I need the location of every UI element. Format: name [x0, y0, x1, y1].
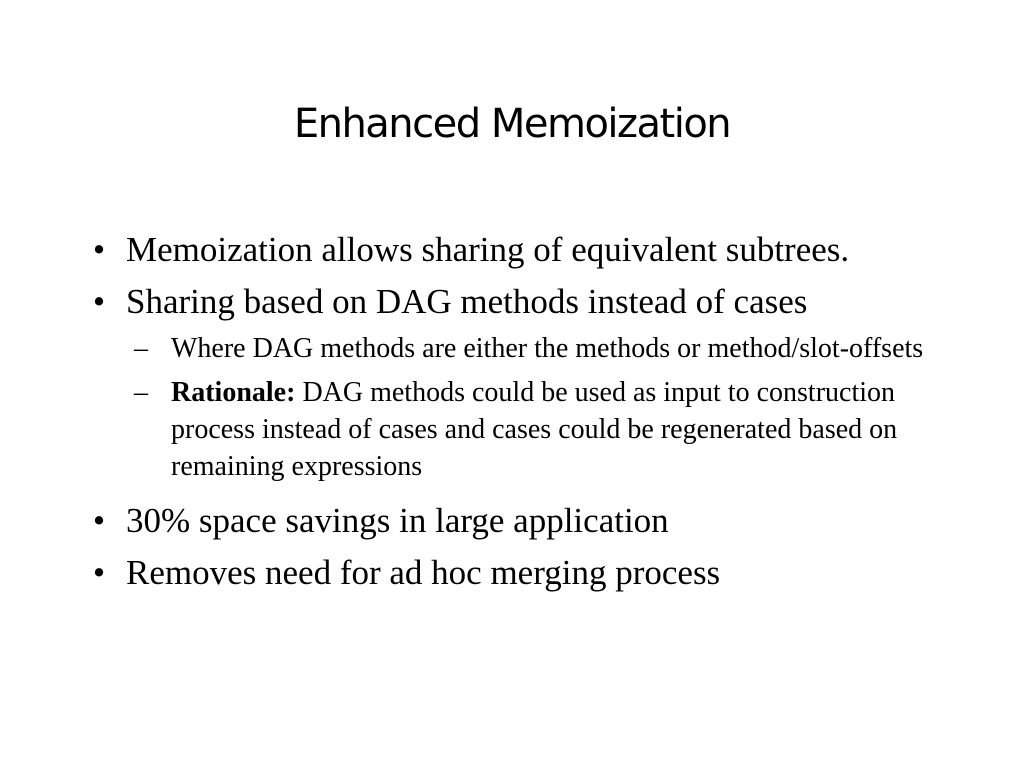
- rationale-label: Rationale:: [171, 377, 296, 408]
- sub-bullet-item: [84, 330, 964, 367]
- bullet-text: 30% space savings in large application: [126, 501, 669, 540]
- sub-bullet-text: Where DAG methods are either the methods or method/slot-offsets: [171, 333, 924, 364]
- sub-bullet-text: DAG methods could be used as input to construction process instead of cases and cases could be regenerated based on remaining expressions: [171, 377, 898, 482]
- bullet-item: [84, 280, 964, 323]
- bullet-text: Removes need for ad hoc merging process: [126, 553, 721, 592]
- bullet-marker: •: [92, 501, 106, 540]
- bullet-item: [84, 499, 964, 542]
- bullet-marker: •: [92, 230, 106, 269]
- dash-marker: –: [134, 333, 148, 364]
- slide-title: Enhanced Memoization: [293, 101, 731, 147]
- bullet-marker: •: [92, 553, 106, 592]
- bullet-text: Memoization allows sharing of equivalent subtrees.: [126, 230, 850, 269]
- bullet-text: Sharing based on DAG methods instead of cases: [126, 282, 808, 321]
- bullet-item: [84, 551, 964, 594]
- dash-marker: –: [134, 377, 148, 408]
- bullet-item: [84, 228, 964, 271]
- sub-bullet-list: [84, 330, 964, 485]
- slide-content: [84, 228, 964, 603]
- bullet-marker: •: [92, 282, 106, 321]
- sub-bullet-item: [84, 374, 964, 485]
